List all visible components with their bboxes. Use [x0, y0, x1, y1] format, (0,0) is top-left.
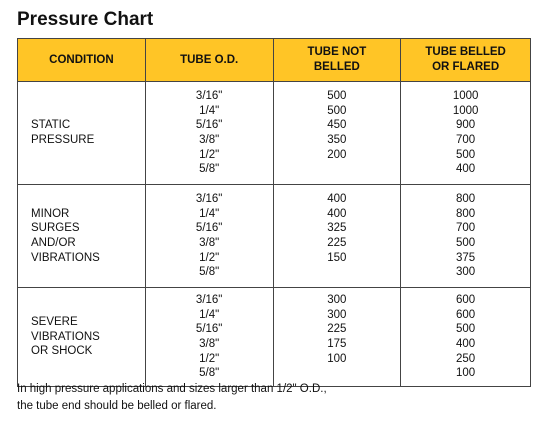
condition-cell-line: AND/OR — [31, 237, 76, 249]
belled-cell-line: 100 — [456, 367, 476, 380]
belled-cell-line: 700 — [456, 222, 476, 235]
tube-od-cell-line: 1/2" — [199, 148, 220, 161]
tube-od-cell-line: 1/2" — [199, 251, 220, 264]
tube-od-cell — [145, 82, 273, 185]
condition-cell-line: MINOR — [31, 207, 70, 220]
not-belled-cell-line: 300 — [327, 308, 347, 321]
condition-cell-line: VIBRATIONS — [31, 251, 100, 264]
belled-cell — [401, 288, 531, 387]
tube-od-cell-line: 5/16" — [195, 119, 223, 132]
not-belled-cell-line: 325 — [327, 222, 347, 235]
belled-cell-line: 800 — [456, 193, 476, 206]
not-belled-cell — [273, 185, 401, 288]
condition-cell — [18, 288, 146, 387]
not-belled-cell-line: 500 — [327, 90, 347, 103]
tube-od-cell-line: 1/4" — [199, 207, 220, 220]
tube-od-cell-line: 3/16" — [195, 193, 223, 206]
belled-cell-line: 600 — [456, 308, 476, 321]
tube-od-cell-line: 5/16" — [195, 323, 223, 336]
belled-cell — [401, 185, 531, 288]
not-belled-cell — [273, 82, 401, 185]
belled-cell-line: 1000 — [452, 90, 479, 103]
header-tube-belled: TUBE BELLED OR FLARED — [401, 39, 531, 82]
not-belled-cell-line: 350 — [327, 134, 347, 146]
belled-cell-line: 500 — [456, 323, 476, 336]
not-belled-cell-line: 225 — [327, 237, 347, 249]
page-title: Pressure Chart — [17, 9, 154, 30]
footnote-line-1: In high pressure applications and sizes larger than 1/2" O.D., — [17, 383, 327, 395]
condition-group-row — [18, 82, 531, 185]
belled-cell-line: 1000 — [452, 104, 479, 117]
tube-od-cell-line: 1/4" — [199, 104, 220, 117]
tube-od-cell-line: 3/16" — [195, 90, 223, 103]
not-belled-cell-line: 300 — [327, 294, 347, 307]
belled-cell-line: 375 — [456, 251, 476, 264]
belled-cell-line: 800 — [456, 207, 476, 220]
not-belled-cell-line: 200 — [327, 148, 347, 161]
condition-cell-line: OR SHOCK — [31, 345, 93, 358]
belled-cell-line: 400 — [456, 163, 476, 176]
belled-cell-line: 300 — [456, 266, 476, 279]
condition-cell — [18, 185, 146, 288]
condition-group-row — [18, 185, 531, 288]
tube-od-cell-line: 5/8" — [199, 266, 220, 279]
belled-cell-line: 500 — [456, 237, 476, 249]
belled-cell-line: 500 — [456, 148, 476, 161]
tube-od-cell-line: 5/8" — [199, 367, 220, 380]
footnote — [17, 381, 327, 415]
belled-cell-line: 900 — [456, 119, 476, 132]
not-belled-cell-line — [275, 162, 400, 177]
condition-cell-line: SEVERE — [31, 316, 78, 329]
not-belled-cell-line: 150 — [327, 251, 347, 264]
not-belled-cell-line — [275, 265, 400, 280]
not-belled-cell-line: 400 — [327, 207, 347, 220]
tube-od-cell-line: 3/8" — [199, 338, 220, 350]
header-condition: CONDITION — [18, 39, 146, 82]
condition-cell-line: STATIC — [31, 119, 71, 132]
not-belled-cell-line: 500 — [327, 104, 347, 117]
not-belled-cell-line: 225 — [327, 323, 347, 336]
not-belled-cell-line: 100 — [327, 352, 347, 365]
tube-od-cell — [145, 288, 273, 387]
not-belled-cell-line: 450 — [327, 119, 347, 132]
footnote-line-2: the tube end should be belled or flared. — [17, 400, 217, 412]
not-belled-cell-line — [275, 366, 400, 381]
not-belled-cell-line: 400 — [327, 193, 347, 206]
tube-od-cell-line: 3/8" — [199, 134, 220, 146]
belled-cell-line: 600 — [456, 294, 476, 307]
belled-cell-line: 400 — [456, 338, 476, 350]
header-tube-not-belled: TUBE NOT BELLED — [273, 39, 401, 82]
header-tube-od: TUBE O.D. — [145, 39, 273, 82]
condition-cell — [18, 82, 146, 185]
tube-od-cell — [145, 185, 273, 288]
tube-od-cell-line: 3/16" — [195, 294, 223, 307]
condition-cell-line: SURGES — [31, 222, 80, 235]
tube-od-cell-line: 5/16" — [195, 222, 223, 235]
condition-cell-line: VIBRATIONS — [31, 330, 100, 343]
tube-od-cell-line: 5/8" — [199, 163, 220, 176]
condition-group-row — [18, 288, 531, 387]
condition-cell-line: PRESSURE — [31, 134, 95, 146]
tube-od-cell-line: 1/4" — [199, 308, 220, 321]
pressure-table — [17, 38, 531, 387]
belled-cell — [401, 82, 531, 185]
tube-od-cell-line: 1/2" — [199, 352, 220, 365]
not-belled-cell-line: 175 — [327, 338, 347, 350]
belled-cell-line: 250 — [456, 352, 476, 365]
tube-od-cell-line: 3/8" — [199, 237, 220, 249]
belled-cell-line: 700 — [456, 134, 476, 146]
not-belled-cell — [273, 288, 401, 387]
header-row — [18, 39, 531, 82]
